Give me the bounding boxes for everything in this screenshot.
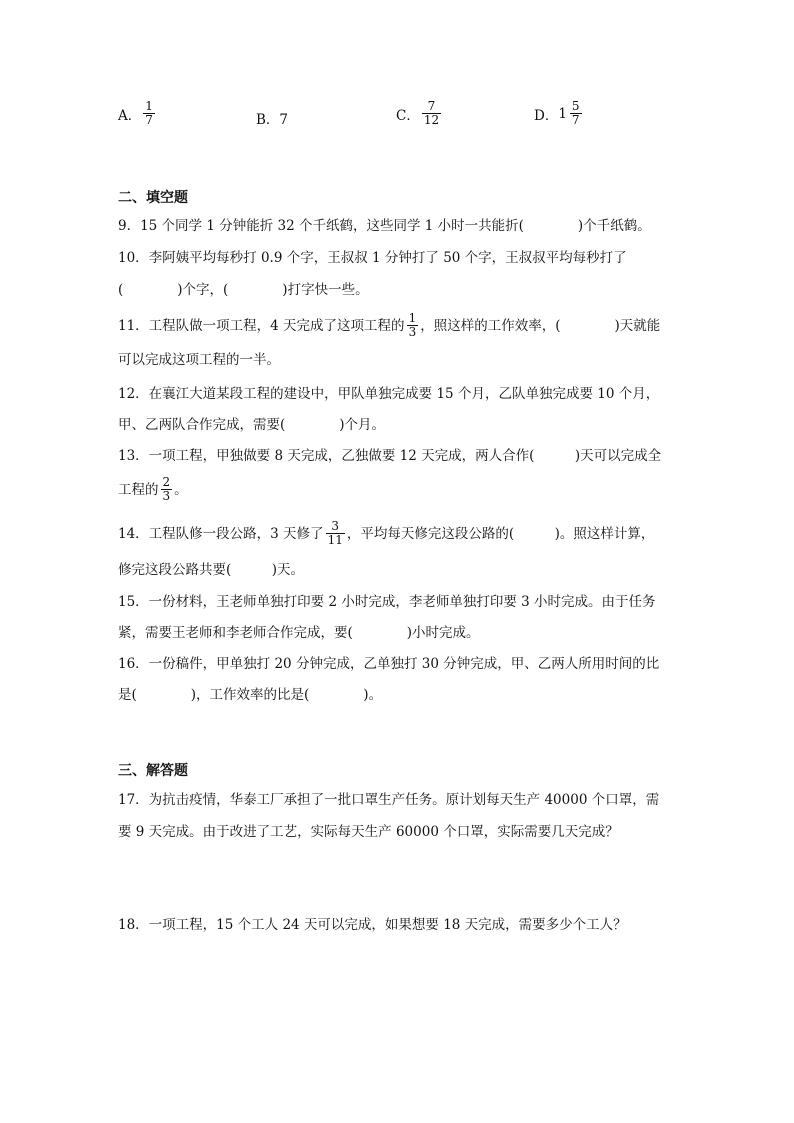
choice-a[interactable] (118, 100, 157, 127)
question-13-line2 (118, 476, 188, 503)
question-14-denominator: 11 (327, 533, 343, 547)
question-16-line1: 16．一份稿件，甲单独打 20 分钟完成，乙单独打 30 分钟完成，甲、乙两人所用时间的比 (118, 656, 660, 672)
question-12-line1: 12．在襄江大道某段工程的建设中，甲队单独完成要 15 个月，乙队单独完成要 10 个月， (118, 386, 660, 402)
choice-a-denominator: 7 (145, 113, 153, 127)
question-11-line2: 可以完成这项工程的一半。 (118, 352, 280, 368)
question-15-line1: 15．一份材料，王老师单独打印要 2 小时完成，李老师单独打印要 3 小时完成。由于任务 (118, 594, 656, 610)
choice-d-numerator: 5 (571, 99, 580, 113)
question-9: 9．15 个同学 1 分钟能折 32 个千纸鹤，这些同学 1 小时一共能折( )个千纸鹤。 (118, 218, 651, 234)
question-14-text-after: ，平均每天修完这段公路的( )。照这样计算， (346, 525, 655, 542)
choice-c-denominator: 12 (423, 113, 440, 127)
question-13-text-after: 。 (174, 481, 188, 498)
choice-d-fraction (570, 100, 582, 127)
question-14-line1 (118, 520, 654, 547)
question-11-text-before: 11．工程队做一项工程，4 天完成了这项工程的 (118, 317, 405, 334)
choice-d-denominator: 7 (571, 113, 580, 127)
question-13-line1: 13．一项工程，甲独做要 8 天完成，乙独做要 12 天完成，两人合作( )天可以完成全 (118, 448, 662, 464)
question-17-line1: 17．为抗击疫情，华泰工厂承担了一批口罩生产任务。原计划每天生产 40000 个口罩，需 (118, 792, 660, 808)
question-11-line1 (118, 312, 660, 339)
choice-d-whole: 1 (558, 105, 567, 122)
choice-a-numerator: 1 (145, 99, 153, 113)
section-heading-solve: 三、解答题 (118, 763, 188, 779)
question-10-line1: 10．李阿姨平均每秒打 0.9 个字，王叔叔 1 分钟打了 50 个字，王叔叔平均每秒打了 (118, 250, 627, 266)
question-11-fraction (407, 312, 419, 339)
question-11-numerator: 1 (408, 311, 417, 325)
choice-c-numerator: 7 (427, 99, 436, 113)
question-16-line2: 是( )，工作效率的比是( )。 (118, 687, 383, 703)
question-13-denominator: 3 (162, 489, 171, 503)
question-15-line2: 紧，需要王老师和李老师合作完成，要( )小时完成。 (118, 625, 480, 641)
choice-c-fraction (422, 100, 441, 127)
question-14-line2: 修完这段公路共要( )天。 (118, 562, 305, 578)
choice-c-label: C． (396, 107, 420, 124)
choice-b[interactable] (256, 108, 288, 128)
question-14-text-before: 14．工程队修一段公路，3 天修了 (118, 525, 324, 542)
question-18: 18．一项工程，15 个工人 24 天可以完成，如果想要 18 天完成，需要多少个工人？ (118, 917, 627, 933)
question-11-text-after: ，照这样的工作效率，( )天就能 (420, 317, 661, 334)
question-12-line2: 甲、乙两队合作完成，需要( )个月。 (118, 417, 386, 433)
choice-c[interactable] (396, 100, 443, 127)
question-13-numerator: 2 (162, 475, 171, 489)
question-13-fraction (161, 476, 173, 503)
question-14-numerator: 3 (331, 519, 340, 533)
section-heading-fill-in: 二、填空题 (118, 190, 188, 206)
question-17-line2: 要 9 天完成。由于改进了工艺，实际每天生产 60000 个口罩，实际需要几天完成？ (118, 824, 619, 840)
choice-a-fraction (143, 100, 155, 127)
question-14-fraction (326, 520, 345, 547)
choice-d-label: D． (534, 107, 559, 124)
choice-d[interactable] (534, 100, 584, 127)
question-13-text-before: 工程的 (118, 481, 159, 498)
question-10-line2: ( )个字，( )打字快一些。 (118, 282, 369, 298)
choice-b-label: B．7 (256, 112, 289, 128)
choice-a-label: A． (118, 107, 142, 124)
question-11-denominator: 3 (408, 325, 417, 339)
